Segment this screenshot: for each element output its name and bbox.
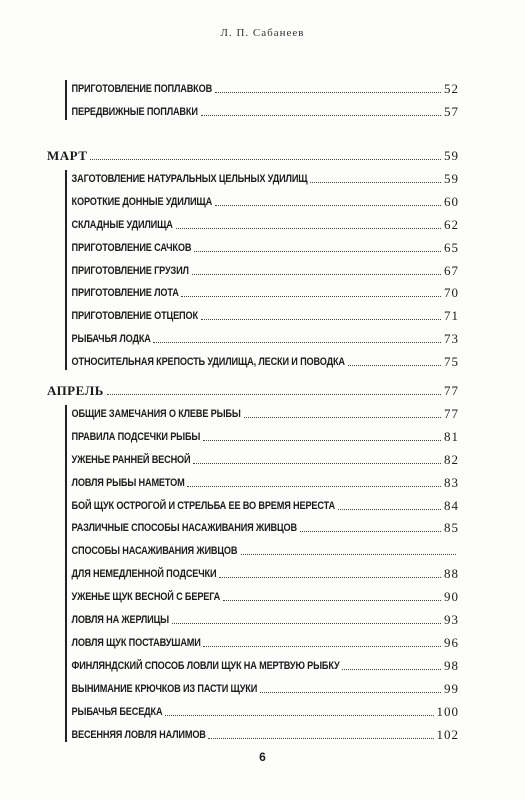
toc-entry[interactable] — [65, 495, 459, 513]
toc-entry[interactable] — [65, 168, 459, 186]
leader-dots — [165, 715, 433, 716]
toc-entry-title: ПРИГОТОВЛЕНИЕ ЛОТА — [71, 287, 179, 300]
toc-entry[interactable] — [65, 563, 459, 581]
toc-section-title: МАРТ — [47, 148, 88, 163]
toc-entry[interactable] — [65, 540, 459, 558]
toc-entry[interactable] — [65, 191, 459, 209]
toc-entry[interactable] — [65, 237, 459, 255]
leader-dots — [193, 463, 441, 464]
leader-dots — [194, 251, 441, 252]
toc-entry-title: УЖЕНЬЕ ЩУК ВЕСНОЙ С БЕРЕГА — [71, 591, 221, 604]
toc-entry-title: БОЙ ЩУК ОСТРОГОЙ И СТРЕЛЬБА ЕЕ ВО ВРЕМЯ НЕРЕСТА — [71, 499, 335, 512]
toc-entry-page: 98 — [444, 657, 459, 673]
toc-entry-title: ЛОВЛЯ ЩУК ПОСТАВУШАМИ — [71, 636, 201, 649]
group-vertical-rule — [65, 80, 67, 120]
toc-entry[interactable] — [65, 655, 459, 673]
running-header: Л. П. Сабанеев — [220, 27, 305, 39]
toc-entry-page: 59 — [444, 170, 459, 186]
toc-entry[interactable] — [65, 609, 459, 627]
toc-entry-title: УЖЕНЬЕ РАННЕЙ ВЕСНОЙ — [71, 453, 191, 466]
toc-entry[interactable] — [65, 101, 459, 119]
toc-entry[interactable] — [65, 678, 459, 696]
leader-dots — [153, 342, 441, 343]
leader-dots — [338, 509, 441, 510]
leader-dots — [203, 646, 441, 647]
toc-entry[interactable] — [65, 517, 459, 535]
toc-entry-page: 82 — [444, 451, 459, 467]
toc-entry[interactable] — [65, 260, 459, 278]
leader-dots — [208, 738, 433, 739]
toc-entry-title: ВЕСЕННЯЯ ЛОВЛЯ НАЛИМОВ — [71, 728, 206, 741]
toc-entry-page: 102 — [436, 726, 459, 742]
toc-entry[interactable] — [65, 632, 459, 650]
toc-entry[interactable] — [65, 724, 459, 742]
toc-entry-page: 57 — [444, 103, 459, 119]
leader-dots — [241, 554, 456, 555]
toc-entry-title: КОРОТКИЕ ДОННЫЕ УДИЛИЩА — [71, 195, 213, 208]
toc-entry[interactable] — [65, 214, 459, 232]
toc-entry-page: 100 — [436, 703, 459, 719]
toc-entry-page: 81 — [444, 428, 459, 444]
toc-entry[interactable] — [65, 305, 459, 323]
leader-dots — [219, 577, 441, 578]
toc-entry-page: 62 — [444, 216, 459, 232]
toc-entry-title: ЛОВЛЯ НА ЖЕРЛИЦЫ — [71, 614, 169, 626]
leader-dots — [215, 205, 441, 206]
toc-entry-page: 77 — [444, 405, 459, 421]
toc-entry[interactable] — [65, 78, 459, 96]
toc-entry-title: ПРАВИЛА ПОДСЕЧКИ РЫБЫ — [71, 430, 201, 443]
toc-entry-title: РЫБАЧЬЯ БЕСЕДКА — [71, 705, 163, 718]
toc-section-page: 59 — [444, 148, 459, 163]
toc-entry-title: ЗАГОТОВЛЕНИЕ НАТУРАЛЬНЫХ ЦЕЛЬНЫХ УДИЛИЩ — [71, 172, 308, 185]
toc-entry-page: 67 — [444, 262, 459, 278]
toc-entry[interactable] — [65, 449, 459, 467]
leader-dots — [342, 669, 441, 670]
leader-dots — [176, 228, 441, 229]
toc-entry[interactable] — [65, 586, 459, 604]
leader-dots — [310, 182, 441, 183]
leader-dots — [260, 692, 441, 693]
toc-entry-page: 99 — [444, 680, 459, 696]
toc-entry-page: 73 — [444, 331, 459, 347]
toc-entry-page: 85 — [444, 520, 459, 536]
toc-entry-page: 90 — [444, 589, 459, 605]
leader-dots — [201, 115, 441, 116]
toc-entry-title: ЛОВЛЯ РЫБЫ НАМЕТОМ — [71, 476, 185, 489]
leader-dots — [300, 531, 441, 532]
toc-entry-title: ФИНЛЯНДСКИЙ СПОСОБ ЛОВЛИ ЩУК НА МЕРТВУЮ РЫБКУ — [71, 659, 340, 672]
toc-entry-title: СКЛАДНЫЕ УДИЛИЩА — [71, 218, 173, 231]
toc-entry-title: ОТНОСИТЕЛЬНАЯ КРЕПОСТЬ УДИЛИЩА, ЛЕСКИ И ПОВОДКА — [71, 356, 345, 369]
toc-entry-page: 65 — [444, 239, 459, 255]
group-vertical-rule — [65, 405, 67, 743]
toc-entry-title: ПЕРЕДВИЖНЫЕ ПОПЛАВКИ — [71, 105, 198, 118]
toc-entry[interactable] — [65, 701, 459, 719]
leader-dots — [223, 600, 441, 601]
toc-section-title: АПРЕЛЬ — [47, 383, 104, 398]
toc-entry-page: 70 — [444, 285, 459, 301]
toc-entry[interactable] — [65, 403, 459, 421]
toc-entry-title: РЫБАЧЬЯ ЛОДКА — [71, 333, 151, 346]
toc-entry[interactable] — [65, 351, 459, 369]
toc-section-page: 77 — [444, 383, 459, 398]
leader-dots — [181, 296, 441, 297]
toc-entry[interactable] — [65, 282, 459, 300]
toc-entry-page: 96 — [444, 634, 459, 650]
toc-entry-page: 88 — [444, 566, 459, 582]
leader-dots — [192, 274, 441, 275]
toc-entry-page: 71 — [444, 308, 459, 324]
leader-dots — [348, 365, 441, 366]
leader-dots — [90, 159, 441, 160]
toc-entry-title: ПРИГОТОВЛЕНИЕ САЧКОВ — [71, 241, 192, 254]
toc-entry[interactable] — [65, 472, 459, 490]
toc-entry-page: 60 — [444, 193, 459, 209]
toc-entry-page: 75 — [444, 354, 459, 370]
toc-entry-page: 84 — [444, 497, 459, 513]
leader-dots — [201, 319, 441, 320]
toc-section[interactable] — [47, 145, 459, 163]
leader-dots — [244, 417, 441, 418]
toc-entry-title: ВЫНИМАНИЕ КРЮЧКОВ ИЗ ПАСТИ ЩУКИ — [71, 682, 258, 695]
toc-entry-page: 93 — [444, 612, 459, 627]
toc-entry-title: ПРИГОТОВЛЕНИЕ ОТЦЕПОК — [71, 310, 198, 323]
toc-entry-title: ОБЩИЕ ЗАМЕЧАНИЯ О КЛЕВЕ РЫБЫ — [71, 407, 241, 420]
toc-entry[interactable] — [65, 426, 459, 444]
leader-dots — [203, 440, 441, 441]
leader-dots — [215, 92, 441, 93]
toc-section[interactable] — [47, 380, 459, 398]
toc-entry-title: СПОСОБЫ НАСАЖИВАНИЯ ЖИВЦОВ — [71, 545, 238, 558]
toc-entry-page: 83 — [444, 474, 459, 490]
group-vertical-rule — [65, 170, 67, 370]
toc-entry-title: ПРИГОТОВЛЕНИЕ ГРУЗИЛ — [71, 264, 189, 277]
toc-entry-title: ПРИГОТОВЛЕНИЕ ПОПЛАВКОВ — [71, 83, 213, 95]
leader-dots — [107, 394, 441, 395]
leader-dots — [172, 623, 441, 624]
leader-dots — [187, 486, 441, 487]
toc-entry-page: 52 — [444, 81, 459, 96]
toc-entry[interactable] — [65, 328, 459, 346]
toc-entry-title: ДЛЯ НЕМЕДЛЕННОЙ ПОДСЕЧКИ — [71, 568, 217, 581]
page-number: 6 — [259, 750, 266, 764]
toc-entry-title: РАЗЛИЧНЫЕ СПОСОБЫ НАСАЖИВАНИЯ ЖИВЦОВ — [71, 522, 297, 535]
